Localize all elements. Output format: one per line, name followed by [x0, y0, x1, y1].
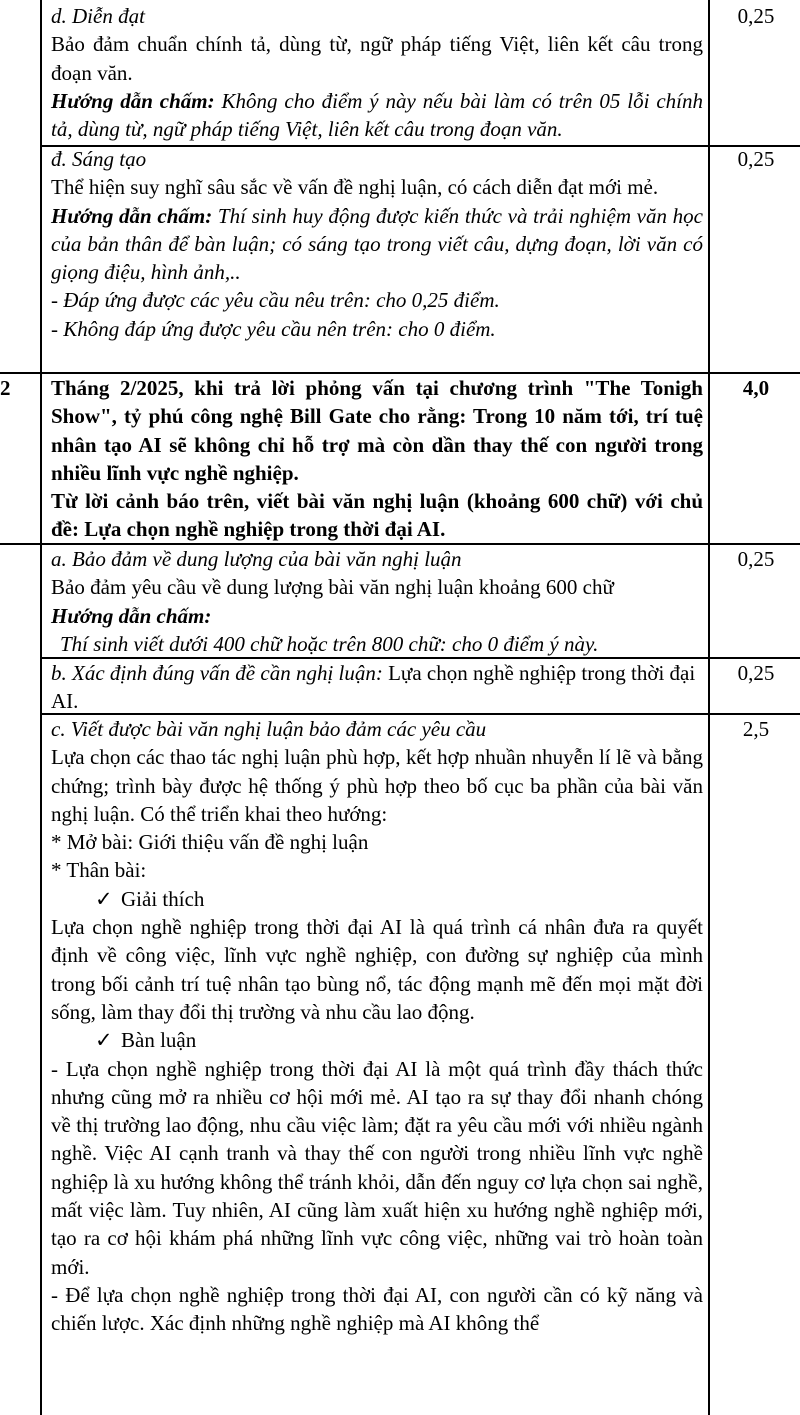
criterion-a: [51, 545, 703, 658]
criterion-b: [51, 659, 703, 716]
table-border-left-col: [40, 0, 42, 1415]
criterion-dd-bullet-2: - Không đáp ứng được yêu cầu nên trên: cho 0 điểm.: [51, 316, 496, 341]
check-icon: ✓: [95, 1028, 113, 1053]
score-b: 0,25: [737, 661, 775, 685]
question-number: 2: [0, 376, 11, 400]
check-icon: ✓: [95, 886, 113, 911]
criterion-d-description: Bảo đảm chuẩn chính tả, dùng từ, ngữ pháp tiếng Việt, liên kết câu trong đoạn văn.: [51, 32, 703, 85]
criterion-a-guide-label: Hướng dẫn chấm:: [51, 603, 212, 628]
criterion-a-title: a. Bảo đảm về dung lượng của bài văn nghị luận: [51, 547, 462, 571]
guide-label: Hướng dẫn chấm:: [51, 203, 213, 228]
criterion-d-guide: [51, 87, 703, 144]
ban-luan-label: Bàn luận: [121, 1028, 197, 1053]
giai-thich-text: Lựa chọn nghề nghiệp trong thời đại AI là quá trình cá nhân đưa ra quyết định về công việc, lĩnh vực nghề nghiệp, con đường sự nghiệp của mình trong bối cảnh trí tuệ nhân tạo bùng nổ, tác động mạnh mẽ đến mọi mặt đời sống, làm thay đổi thị trường và nhu cầu lao động.: [51, 915, 703, 1024]
ban-luan-text-1: - Lựa chọn nghề nghiệp trong thời đại AI là một quá trình đầy thách thức nhưng cũng mở ra nhiều cơ hội mới mẻ. AI tạo ra sự thay đổi nhanh chóng về thị trường lao động, nhu cầu việc làm; đặt ra yêu cầu mới với nhiều ngành nghề. Việc AI cạnh tranh và thay thế con người trong nhiều lĩnh vực nghề nghiệp là xu hướng không thể tránh khỏi, dẫn đến nguy cơ lựa chọn sai nghề, mất việc làm. Tuy nhiên, AI cũng làm xuất hiện xu hướng nghề nghiệp mới, tạo ra cơ hội khám phá những lĩnh vực công việc, những vai trò hoàn toàn mới.: [51, 1056, 703, 1279]
criterion-a-guide-text: Thí sinh viết dưới 400 chữ hoặc trên 800 chữ: cho 0 điểm ý này.: [60, 631, 599, 656]
guide-text: Thí sinh huy động được kiến thức và trải nghiệm văn học của bản thân để bàn luận; có sáng tạo trong viết câu, dựng đoạn, lời văn có giọng điệu, hình ảnh,..: [51, 203, 703, 285]
criterion-c-mo-bai: * Mở bài: Giới thiệu vấn đề nghị luận: [51, 830, 369, 855]
criterion-c: [51, 715, 703, 1338]
criterion-dd-guide: [51, 202, 703, 287]
table-border-mid-col: [708, 0, 710, 1415]
ban-luan-text-2: - Để lựa chọn nghề nghiệp trong thời đại AI, con người cần có kỹ năng và chiến lược. Xác định những nghề nghiệp mà AI không thể: [51, 1282, 703, 1336]
criterion-a-description: Bảo đảm yêu cầu về dung lượng bài văn nghị luận khoảng 600 chữ: [51, 575, 614, 600]
criterion-c-than-bai: * Thân bài:: [51, 858, 147, 883]
question-2-prompt-block: [51, 374, 703, 544]
criterion-b-description: Lựa chọn nghề nghiệp trong thời đại AI.: [51, 661, 696, 714]
criterion-dd-title: đ. Sáng tạo: [51, 147, 147, 171]
criterion-c-intro: Lựa chọn các thao tác nghị luận phù hợp, kết hợp nhuần nhuyễn lí lẽ và bằng chứng; trình bày được hệ thống ý phù hợp theo bố cục ba phần của bài văn nghị luận. Có thể triển khai theo hướng:: [51, 745, 703, 826]
giai-thich-label: Giải thích: [121, 886, 205, 911]
guide-label: Hướng dẫn chấm:: [51, 88, 215, 113]
question-2-prompt: Tháng 2/2025, khi trả lời phỏng vấn tại chương trình "The Tonigh Show", tỷ phú công nghệ Bill Gate cho rằng: Trong 10 năm tới, trí tuệ nhân tạo AI sẽ không chỉ hỗ trợ mà còn dần thay thế con người trong nhiều lĩnh vực nghề nghiệp.: [51, 376, 703, 485]
criterion-dd: [51, 145, 703, 343]
criterion-d-title: d. Diễn đạt: [51, 4, 145, 28]
score-dd: 0,25: [737, 147, 775, 171]
criterion-c-title: c. Viết được bài văn nghị luận bảo đảm các yêu cầu: [51, 717, 487, 741]
score-question-2: 4,0: [742, 376, 770, 400]
question-2-task: Từ lời cảnh báo trên, viết bài văn nghị luận (khoảng 600 chữ) với chủ đề: Lựa chọn nghề nghiệp trong thời đại AI.: [51, 489, 703, 542]
criterion-dd-description: Thể hiện suy nghĩ sâu sắc về vấn đề nghị luận, có cách diễn đạt mới mẻ.: [51, 175, 659, 200]
ban-luan-heading: [51, 1026, 703, 1054]
giai-thich-heading: [51, 885, 703, 913]
criterion-dd-bullet-1: - Đáp ứng được các yêu cầu nêu trên: cho 0,25 điểm.: [51, 288, 500, 313]
guide-text: Không cho điểm ý này nếu bài làm có trên 05 lỗi chính tả, dùng từ, ngữ pháp tiếng Việt, liên kết câu trong đoạn văn.: [51, 88, 704, 142]
score-c: 2,5: [742, 717, 770, 741]
criterion-b-title: b. Xác định đúng vấn đề cần nghị luận:: [51, 661, 383, 685]
criterion-d: [51, 2, 703, 143]
score-d: 0,25: [737, 4, 775, 28]
score-a: 0,25: [737, 547, 775, 571]
